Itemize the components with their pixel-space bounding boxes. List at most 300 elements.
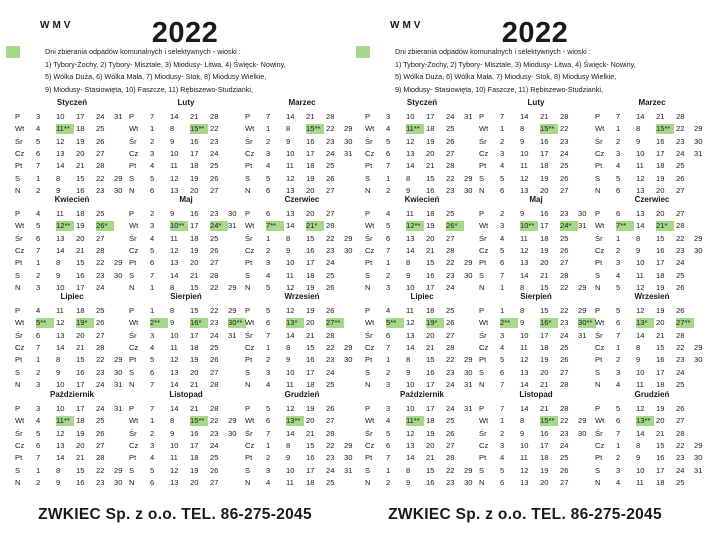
date-cell: 4	[150, 161, 155, 171]
date-cell: 21	[540, 404, 549, 413]
day-label: S	[129, 173, 135, 183]
month-title: Grudzień	[284, 390, 320, 399]
week-day-row	[120, 271, 232, 281]
date-cell: 15	[190, 306, 199, 315]
week-day-row	[470, 404, 582, 414]
date-cell: 13	[520, 367, 529, 377]
collection-date-cell: 24*	[560, 221, 578, 231]
date-cell: 3	[386, 282, 391, 292]
day-label: S	[365, 465, 371, 475]
date-cell: 15	[656, 233, 665, 243]
date-cell: 25	[560, 453, 569, 463]
week-day-row	[236, 161, 348, 171]
date-cell: 4	[616, 161, 621, 171]
date-cell: 27	[210, 477, 219, 487]
date-cell: 10	[406, 282, 415, 292]
date-cell: 22	[96, 465, 105, 475]
day-label: Cz	[245, 342, 255, 352]
date-cell: 10	[636, 258, 645, 268]
collection-date-cell: 11**	[56, 124, 74, 134]
date-cell: 19	[426, 221, 435, 231]
date-cell: 23	[96, 477, 105, 487]
day-label: P	[365, 404, 371, 413]
day-label: Cz	[245, 245, 255, 255]
date-cell: 11	[286, 161, 294, 171]
collection-date-cell: 5**	[386, 318, 404, 328]
week-day-row	[120, 380, 232, 390]
week-day-row	[356, 379, 473, 390]
month-block	[6, 98, 123, 195]
month-block	[236, 98, 353, 195]
date-cell: 1	[266, 124, 271, 134]
date-cell: 1	[36, 355, 41, 365]
week-day-row	[470, 246, 582, 256]
date-cell: 17	[656, 148, 665, 158]
date-cell: 11	[636, 270, 644, 280]
date-cell: 17	[426, 379, 435, 389]
date-cell: 13	[56, 440, 65, 450]
footer-contact: ZWKIEC Sp. z o.o. TEL. 86-275-2045	[38, 506, 312, 523]
date-cell: 24	[96, 112, 105, 121]
date-cell: 20	[190, 477, 199, 487]
day-label: S	[595, 270, 601, 280]
date-cell: 20	[190, 367, 199, 377]
date-cell: 10	[406, 404, 415, 413]
week-day-row	[470, 161, 582, 171]
date-cell: 3	[266, 367, 271, 377]
date-cell: 8	[170, 282, 175, 292]
week-day-row	[120, 137, 232, 147]
date-cell: 8	[406, 258, 411, 268]
date-cell: 24	[676, 465, 685, 475]
date-cell: 3	[150, 330, 155, 340]
week-day-row	[236, 258, 348, 268]
date-cell: 11	[170, 453, 178, 463]
date-cell: 24	[560, 330, 569, 340]
collection-date-cell: 30**	[578, 318, 596, 328]
date-cell: 25	[326, 161, 335, 171]
collection-date-cell: 7**	[266, 221, 284, 231]
date-cell: 18	[190, 342, 199, 352]
date-cell: 8	[286, 124, 291, 134]
date-cell: 30	[694, 136, 703, 146]
date-cell: 9	[406, 270, 411, 280]
week-day-row	[6, 416, 118, 426]
date-cell: 13	[520, 477, 529, 487]
date-cell: 24	[210, 148, 219, 158]
date-cell: 27	[210, 185, 219, 195]
date-cell: 29	[464, 355, 473, 365]
date-cell: 6	[500, 477, 505, 487]
date-cell: 14	[170, 112, 179, 121]
date-cell: 8	[56, 355, 61, 365]
week-day-row	[470, 453, 582, 463]
day-label: Śr	[479, 136, 487, 146]
date-cell: 11	[286, 379, 294, 389]
date-cell: 11	[636, 161, 644, 171]
date-cell: 2	[266, 355, 271, 365]
date-cell: 10	[520, 148, 529, 158]
date-cell: 17	[306, 465, 315, 475]
date-cell: 15	[426, 465, 435, 475]
date-cell: 11	[406, 306, 414, 315]
week-day-row	[236, 124, 353, 134]
date-cell: 23	[326, 245, 335, 255]
week-day-row	[470, 137, 582, 147]
day-label: S	[365, 173, 371, 183]
date-cell: 15	[76, 173, 85, 183]
day-label: N	[129, 379, 135, 389]
day-label: S	[479, 465, 485, 475]
date-cell: 3	[36, 404, 41, 413]
date-cell: 28	[96, 161, 105, 171]
date-cell: 21	[426, 453, 435, 463]
date-cell: 17	[76, 379, 85, 389]
day-label: Cz	[129, 342, 139, 352]
day-label: S	[15, 173, 21, 183]
collection-date-cell: 21*	[656, 221, 674, 231]
date-cell: 12	[170, 173, 179, 183]
date-cell: 30	[228, 209, 237, 218]
date-cell: 2	[386, 477, 391, 487]
month-block	[236, 390, 353, 487]
date-cell: 16	[306, 245, 315, 255]
date-cell: 5	[500, 173, 505, 183]
date-cell: 6	[36, 148, 41, 158]
date-cell: 22	[96, 258, 105, 268]
date-cell: 28	[96, 245, 105, 255]
week-day-row	[356, 246, 468, 256]
date-cell: 21	[190, 270, 199, 280]
week-day-row	[586, 355, 703, 365]
date-cell: 23	[446, 367, 455, 377]
date-cell: 6	[616, 209, 621, 218]
date-cell: 9	[170, 428, 175, 438]
date-cell: 13	[636, 209, 645, 218]
week-day-row	[356, 270, 473, 281]
date-cell: 13	[286, 209, 295, 218]
week-day-row	[120, 306, 237, 316]
date-cell: 18	[306, 270, 315, 280]
date-cell: 22	[446, 355, 455, 365]
week-day-row	[586, 416, 698, 426]
date-cell: 19	[306, 173, 315, 183]
date-cell: 7	[500, 379, 505, 389]
month-block	[6, 195, 123, 292]
day-label: P	[15, 306, 21, 315]
date-cell: 15	[426, 258, 435, 268]
date-cell: 3	[500, 330, 505, 340]
date-cell: 25	[96, 124, 105, 134]
legend-color-swatch	[356, 46, 370, 58]
date-cell: 6	[266, 416, 271, 426]
day-label: Śr	[365, 428, 373, 438]
date-cell: 24	[446, 404, 455, 413]
date-cell: 30	[228, 428, 237, 438]
week-day-row	[356, 124, 468, 134]
date-cell: 16	[76, 270, 85, 280]
date-cell: 15	[190, 282, 199, 292]
date-cell: 23	[210, 428, 219, 438]
date-cell: 15	[540, 282, 549, 292]
collection-date-cell: 7**	[616, 221, 634, 231]
date-cell: 29	[578, 416, 587, 426]
date-cell: 10	[56, 112, 65, 121]
day-label: Pt	[479, 355, 487, 365]
day-label: Cz	[129, 148, 139, 158]
date-cell: 1	[386, 173, 391, 183]
day-label: Cz	[479, 440, 489, 450]
day-label: Śr	[15, 428, 23, 438]
date-cell: 4	[266, 161, 271, 171]
week-day-row	[586, 258, 698, 268]
brand-logo: WMV	[390, 20, 424, 31]
month-block	[356, 98, 473, 195]
date-cell: 3	[36, 282, 41, 292]
day-label: P	[15, 112, 21, 121]
month-block	[356, 390, 473, 487]
date-cell: 9	[406, 185, 411, 195]
date-cell: 9	[636, 245, 641, 255]
day-label: Cz	[129, 440, 139, 450]
date-cell: 2	[36, 185, 41, 195]
date-cell: 17	[76, 112, 85, 121]
date-cell: 21	[426, 161, 435, 171]
date-cell: 4	[36, 209, 41, 218]
date-cell: 2	[150, 428, 155, 438]
date-cell: 8	[636, 342, 641, 352]
date-cell: 21	[76, 245, 85, 255]
date-cell: 11	[56, 306, 64, 315]
day-label: P	[15, 209, 21, 218]
date-cell: 30	[344, 453, 353, 463]
date-cell: 4	[150, 453, 155, 463]
date-cell: 24	[326, 148, 335, 158]
week-day-row	[120, 234, 232, 244]
week-day-row	[356, 404, 473, 414]
date-cell: 18	[306, 161, 315, 171]
date-cell: 1	[150, 124, 155, 134]
date-cell: 31	[578, 330, 587, 340]
week-day-row	[6, 137, 118, 147]
date-cell: 14	[56, 453, 65, 463]
date-cell: 22	[676, 342, 685, 352]
week-day-row	[356, 161, 468, 171]
month-title: Styczeń	[406, 98, 438, 107]
date-cell: 4	[500, 233, 505, 243]
day-label: Cz	[245, 148, 255, 158]
date-cell: 2	[150, 209, 155, 218]
date-cell: 7	[500, 404, 505, 413]
date-cell: 14	[286, 112, 295, 121]
date-cell: 20	[656, 185, 665, 195]
date-cell: 29	[694, 440, 703, 450]
date-cell: 5	[150, 245, 155, 255]
date-cell: 21	[306, 330, 315, 340]
date-cell: 2	[500, 428, 505, 438]
date-cell: 19	[76, 221, 85, 231]
date-cell: 25	[96, 416, 105, 426]
week-day-row	[586, 161, 698, 171]
date-cell: 15	[656, 342, 665, 352]
day-label: N	[365, 379, 371, 389]
date-cell: 3	[150, 221, 155, 231]
collection-date-cell: 11**	[406, 416, 424, 426]
date-cell: 28	[446, 161, 455, 171]
day-label: S	[245, 367, 251, 377]
legend-line: Dni zbierania odpadów komunalnych i selektywnych - wioski :	[395, 47, 591, 56]
month-title: Luty	[177, 98, 195, 107]
date-cell: 4	[150, 233, 155, 243]
date-cell: 2	[266, 453, 271, 463]
date-cell: 30	[344, 245, 353, 255]
collection-date-cell: 13*	[286, 318, 304, 328]
date-cell: 14	[406, 453, 415, 463]
week-day-row	[356, 343, 468, 353]
collection-date-cell: 12**	[406, 221, 424, 231]
day-label: S	[479, 270, 485, 280]
date-cell: 17	[190, 148, 199, 158]
day-label: Wt	[365, 124, 375, 134]
date-cell: 14	[520, 404, 529, 413]
date-cell: 3	[500, 440, 505, 450]
date-cell: 9	[520, 136, 525, 146]
date-cell: 4	[616, 379, 621, 389]
date-cell: 29	[114, 465, 123, 475]
footer-contact: ZWKIEC Sp. z o.o. TEL. 86-275-2045	[388, 506, 662, 523]
week-day-row	[236, 440, 353, 451]
date-cell: 22	[560, 416, 569, 426]
week-day-row	[120, 112, 232, 122]
date-cell: 19	[76, 428, 85, 438]
date-cell: 17	[540, 330, 549, 340]
date-cell: 12	[286, 306, 295, 315]
date-cell: 23	[326, 453, 335, 463]
day-label: N	[595, 282, 601, 292]
date-cell: 29	[578, 306, 587, 315]
day-label: S	[365, 270, 371, 280]
date-cell: 5	[266, 306, 271, 315]
month-title: Maj	[179, 195, 193, 204]
date-cell: 18	[426, 124, 435, 134]
month-title: Luty	[527, 98, 545, 107]
date-cell: 1	[36, 258, 41, 268]
date-cell: 12	[520, 465, 529, 475]
date-cell: 14	[406, 342, 415, 352]
date-cell: 4	[150, 342, 155, 352]
date-cell: 17	[540, 148, 549, 158]
date-cell: 19	[190, 355, 199, 365]
week-day-row	[470, 441, 582, 451]
date-cell: 20	[540, 477, 549, 487]
date-cell: 14	[286, 428, 295, 438]
week-day-row	[236, 221, 348, 231]
date-cell: 11	[636, 477, 644, 487]
day-label: Cz	[479, 148, 489, 158]
date-cell: 2	[386, 270, 391, 280]
date-cell: 18	[306, 477, 315, 487]
date-cell: 6	[150, 185, 155, 195]
date-cell: 3	[266, 465, 271, 475]
date-cell: 21	[656, 112, 665, 121]
day-label: N	[365, 477, 371, 487]
date-cell: 20	[426, 440, 435, 450]
month-title: Czerwiec	[634, 195, 670, 204]
date-cell: 9	[286, 136, 291, 146]
day-label: Cz	[245, 440, 255, 450]
day-label: Wt	[365, 221, 375, 231]
date-cell: 5	[616, 404, 621, 413]
month-title: Wrzesień	[634, 292, 670, 301]
collection-date-cell: 19*	[76, 318, 94, 328]
month-title: Czerwiec	[284, 195, 320, 204]
date-cell: 9	[286, 453, 291, 463]
legend-line: 5) Wólka Duża, 6) Wólka Mała, 7) Miodusy- Stok, 8) Miodusy Wielkie,	[45, 72, 267, 81]
date-cell: 23	[676, 453, 685, 463]
date-cell: 7	[386, 342, 391, 352]
date-cell: 4	[386, 416, 391, 426]
week-day-row	[586, 380, 698, 390]
date-cell: 23	[96, 270, 105, 280]
day-label: P	[245, 306, 251, 315]
date-cell: 25	[96, 306, 105, 315]
date-cell: 5	[616, 282, 621, 292]
date-cell: 5	[150, 465, 155, 475]
date-cell: 27	[560, 477, 569, 487]
date-cell: 27	[446, 233, 455, 243]
collection-date-cell: 15**	[540, 124, 558, 134]
date-cell: 8	[170, 416, 175, 426]
date-cell: 22	[210, 282, 219, 292]
date-cell: 14	[170, 270, 179, 280]
week-day-row	[236, 368, 348, 378]
date-cell: 1	[386, 258, 391, 268]
day-label: N	[479, 185, 485, 195]
day-label: Śr	[595, 428, 603, 438]
date-cell: 9	[520, 209, 525, 218]
date-cell: 14	[636, 428, 645, 438]
day-label: Pt	[595, 453, 603, 463]
date-cell: 12	[170, 245, 179, 255]
date-cell: 30	[114, 477, 123, 487]
date-cell: 16	[426, 185, 435, 195]
legend	[395, 46, 700, 96]
date-cell: 8	[406, 355, 411, 365]
date-cell: 28	[326, 221, 335, 231]
month-block	[6, 390, 123, 487]
week-day-row	[6, 209, 118, 219]
day-label: P	[15, 404, 21, 413]
date-cell: 4	[386, 124, 391, 134]
week-day-row	[586, 245, 703, 256]
month-block	[236, 292, 353, 389]
date-cell: 19	[656, 404, 665, 413]
week-day-row	[470, 271, 582, 281]
day-label: P	[129, 306, 135, 315]
day-label: S	[15, 367, 21, 377]
week-day-row	[586, 148, 703, 159]
date-cell: 1	[150, 282, 155, 292]
date-cell: 2	[500, 136, 505, 146]
legend-line: 1) Tybory-Żochy, 2) Tybory- Misztale, 3) Miodusy- Litwa, 4) Święck- Nowiny,	[395, 59, 636, 69]
date-cell: 22	[446, 173, 455, 183]
date-cell: 5	[266, 173, 271, 183]
day-label: Wt	[245, 416, 255, 426]
date-cell: 27	[326, 185, 335, 195]
date-cell: 14	[636, 330, 645, 340]
date-cell: 6	[616, 185, 621, 195]
week-day-row	[6, 270, 123, 281]
